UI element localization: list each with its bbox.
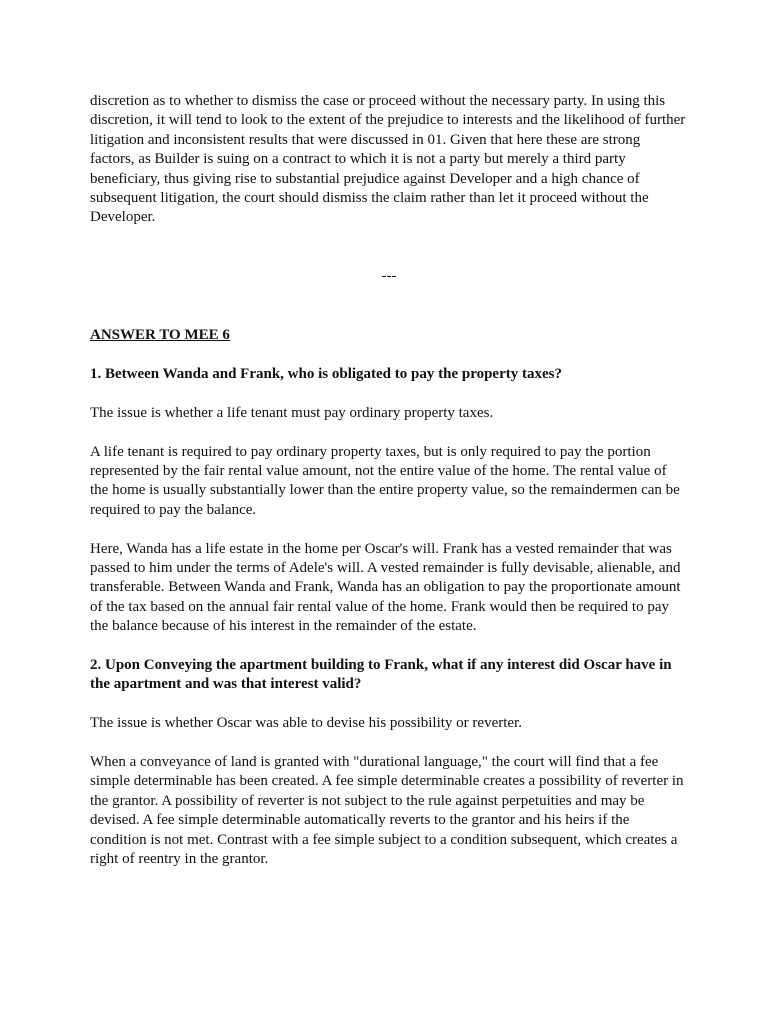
q1-paragraph-2: A life tenant is required to pay ordinary property taxes, but is only required to pay the portion represented by the fair rental value amount, not the entire value of the home. The rental value of the home is usually substantially lower than the entire property value, so the remaindermen can be required to pay the balance. xyxy=(90,443,680,518)
question-1: 1. Between Wanda and Frank, who is obligated to pay the property taxes? xyxy=(90,366,562,383)
q1-paragraph-1: The issue is whether a life tenant must pay ordinary property taxes. xyxy=(90,404,494,421)
q2-paragraph-1: The issue is whether Oscar was able to devise his possibility or reverter. xyxy=(90,715,522,732)
q1-paragraph-3: Here, Wanda has a life estate in the home per Oscar's will. Frank has a vested remainder that was passed to him under the terms of Adele's will. A vested remainder is fully devisable, alienable, and transferable. Between Wanda and Frank, Wanda has an obligation to pay the proportionate amount of the tax based on the annual fair rental value of the home. Frank would then be required to pay the balance because of his interest in the remainder of the estate. xyxy=(90,540,681,635)
answer-heading: ANSWER TO MEE 6 xyxy=(90,327,230,344)
document-page xyxy=(90,92,688,870)
q2-paragraph-2: When a conveyance of land is granted with "durational language," the court will find that a fee simple determinable has been created. A fee simple determinable creates a possibility of reverter in the grantor. A possibility of reverter is not subject to the rule against perpetuities and may be devised. A fee simple determinable automatically reverts to the grantor and his heirs if the condition is not met. Contrast with a fee simple subject to a condition subsequent, which creates a right of reentry in the grantor. xyxy=(90,754,684,868)
question-2: 2. Upon Conveying the apartment building to Frank, what if any interest did Oscar have in the apartment and was that interest valid? xyxy=(90,657,672,693)
intro-paragraph: discretion as to whether to dismiss the case or proceed without the necessary party. In using this discretion, it will tend to look to the extent of the prejudice to interests and the likelihood of further litigation and inconsistent results that were discussed in 01. Given that here these are strong factors, as Builder is suing on a contract to which it is not a party but merely a third party beneficiary, thus giving rise to substantial prejudice against Developer and a high chance of subsequent litigation, the court should dismiss the claim rather than let it proceed without the Developer. xyxy=(90,93,686,226)
section-separator: --- xyxy=(381,267,397,284)
